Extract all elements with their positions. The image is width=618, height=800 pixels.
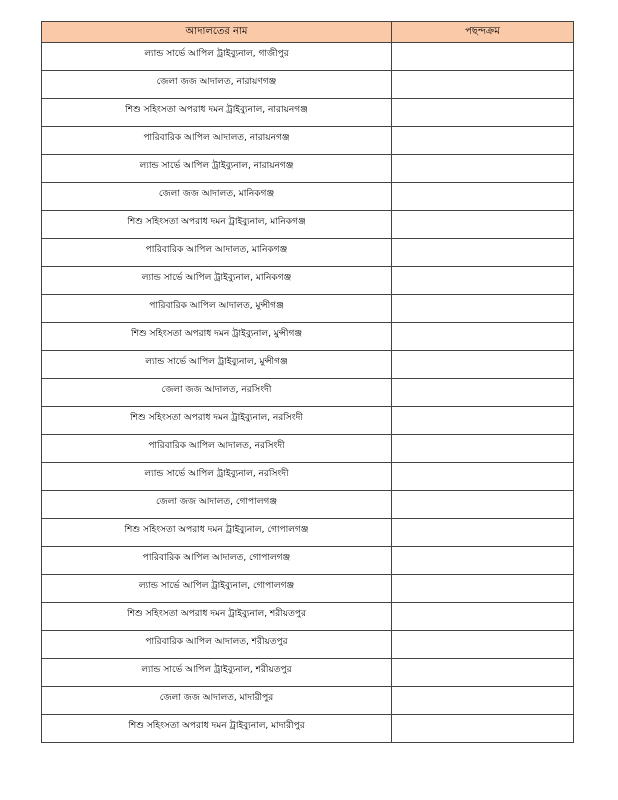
preference-cell[interactable] bbox=[392, 547, 574, 575]
court-name-cell: শিশু সহিংসতা অপরাধ দমন ট্রাইব্যুনাল, শরীয়তপুর bbox=[42, 603, 392, 631]
court-name-cell: ল্যান্ড সার্ভে আপিল ট্রাইব্যুনাল, নারায়নগঞ্জ bbox=[42, 155, 392, 183]
preference-cell[interactable] bbox=[392, 295, 574, 323]
table-row bbox=[42, 659, 574, 687]
preference-cell[interactable] bbox=[392, 71, 574, 99]
preference-cell[interactable] bbox=[392, 127, 574, 155]
court-name-cell: শিশু সহিংসতা অপরাধ দমন ট্রাইব্যুনাল, গোপালগঞ্জ bbox=[42, 519, 392, 547]
court-name-cell: ল্যান্ড সার্ভে আপিল ট্রাইব্যুনাল, শরীয়তপুর bbox=[42, 659, 392, 687]
court-name-cell: জেলা জজ আদালত, নরসিংদী bbox=[42, 379, 392, 407]
table-row bbox=[42, 267, 574, 295]
preference-cell[interactable] bbox=[392, 99, 574, 127]
court-name-cell: পারিবারিক আপিল আদালত, শরীয়তপুর bbox=[42, 631, 392, 659]
court-name-cell: জেলা জজ আদালত, মানিকগঞ্জ bbox=[42, 183, 392, 211]
table-row bbox=[42, 519, 574, 547]
court-name-cell: শিশু সহিংসতা অপরাধ দমন ট্রাইব্যুনাল, মুন্সীগঞ্জ bbox=[42, 323, 392, 351]
court-name-cell: জেলা জজ আদালত, গোপালগঞ্জ bbox=[42, 491, 392, 519]
preference-cell[interactable] bbox=[392, 211, 574, 239]
table-row bbox=[42, 43, 574, 71]
preference-cell[interactable] bbox=[392, 351, 574, 379]
table-row bbox=[42, 71, 574, 99]
court-name-cell: পারিবারিক আপিল আদালত, মানিকগঞ্জ bbox=[42, 239, 392, 267]
table-row bbox=[42, 183, 574, 211]
table-row bbox=[42, 631, 574, 659]
table-row bbox=[42, 547, 574, 575]
table-row bbox=[42, 295, 574, 323]
court-name-cell: শিশু সহিংসতা অপরাধ দমন ট্রাইব্যুনাল, মানিকগঞ্জ bbox=[42, 211, 392, 239]
table-row bbox=[42, 239, 574, 267]
court-name-cell: ল্যান্ড সার্ভে আপিল ট্রাইব্যুনাল, গাজীপুর bbox=[42, 43, 392, 71]
court-name-cell: ল্যান্ড সার্ভে আপিল ট্রাইব্যুনাল, গোপালগঞ্জ bbox=[42, 575, 392, 603]
preference-cell[interactable] bbox=[392, 715, 574, 743]
preference-cell[interactable] bbox=[392, 155, 574, 183]
table-row bbox=[42, 463, 574, 491]
table-row bbox=[42, 435, 574, 463]
table-row bbox=[42, 379, 574, 407]
header-court-name: আদালতের নাম bbox=[42, 22, 392, 43]
table-row bbox=[42, 491, 574, 519]
table-row bbox=[42, 155, 574, 183]
preference-cell[interactable] bbox=[392, 435, 574, 463]
preference-cell[interactable] bbox=[392, 491, 574, 519]
preference-cell[interactable] bbox=[392, 379, 574, 407]
preference-cell[interactable] bbox=[392, 575, 574, 603]
court-name-cell: শিশু সহিংসতা অপরাধ দমন ট্রাইব্যুনাল, নরসিংদী bbox=[42, 407, 392, 435]
table-row bbox=[42, 407, 574, 435]
court-name-cell: ল্যান্ড সার্ভে আপিল ট্রাইব্যুনাল, মানিকগঞ্জ bbox=[42, 267, 392, 295]
table-row bbox=[42, 351, 574, 379]
preference-cell[interactable] bbox=[392, 239, 574, 267]
table-row bbox=[42, 323, 574, 351]
table-row bbox=[42, 715, 574, 743]
preference-cell[interactable] bbox=[392, 463, 574, 491]
court-name-cell: জেলা জজ আদালত, নারায়ণগঞ্জ bbox=[42, 71, 392, 99]
preference-cell[interactable] bbox=[392, 407, 574, 435]
table-row bbox=[42, 127, 574, 155]
preference-cell[interactable] bbox=[392, 183, 574, 211]
table-header-row bbox=[42, 22, 574, 43]
table-row bbox=[42, 603, 574, 631]
court-name-cell: জেলা জজ আদালত, মাদারীপুর bbox=[42, 687, 392, 715]
preference-cell[interactable] bbox=[392, 603, 574, 631]
preference-cell[interactable] bbox=[392, 631, 574, 659]
preference-cell[interactable] bbox=[392, 687, 574, 715]
court-name-cell: শিশু সহিংসতা অপরাধ দমন ট্রাইব্যুনাল, মাদারীপুর bbox=[42, 715, 392, 743]
table-row bbox=[42, 99, 574, 127]
court-preference-table bbox=[41, 21, 574, 743]
table-row bbox=[42, 687, 574, 715]
preference-cell[interactable] bbox=[392, 323, 574, 351]
court-name-cell: পারিবারিক আপিল আদালত, মুন্সীগঞ্জ bbox=[42, 295, 392, 323]
table-row bbox=[42, 211, 574, 239]
table-row bbox=[42, 575, 574, 603]
court-name-cell: পারিবারিক আপিল আদালত, গোপালগঞ্জ bbox=[42, 547, 392, 575]
header-preference: পছন্দক্রম bbox=[392, 22, 574, 43]
court-name-cell: পারিবারিক আপিল আদালত, নারায়নগঞ্জ bbox=[42, 127, 392, 155]
preference-cell[interactable] bbox=[392, 267, 574, 295]
preference-cell[interactable] bbox=[392, 519, 574, 547]
court-name-cell: পারিবারিক আপিল আদালত, নরসিংদী bbox=[42, 435, 392, 463]
court-name-cell: ল্যান্ড সার্ভে আপিল ট্রাইব্যুনাল, নরসিংদী bbox=[42, 463, 392, 491]
court-name-cell: শিশু সহিংসতা অপরাধ দমন ট্রাইব্যুনাল, নারায়নগঞ্জ bbox=[42, 99, 392, 127]
court-name-cell: ল্যান্ড সার্ভে আপিল ট্রাইব্যুনাল, মুন্সীগঞ্জ bbox=[42, 351, 392, 379]
preference-cell[interactable] bbox=[392, 43, 574, 71]
preference-cell[interactable] bbox=[392, 659, 574, 687]
